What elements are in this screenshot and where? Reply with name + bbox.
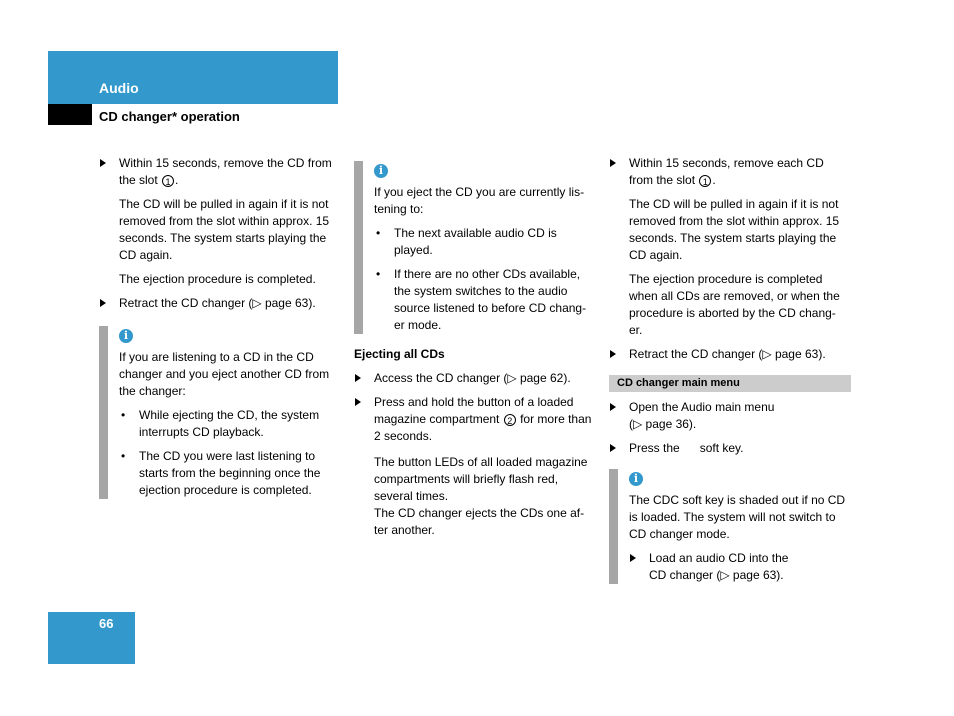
step-item: Within 15 seconds, remove the CD from the slot 1 . (99, 155, 339, 189)
arrow-icon (100, 159, 106, 167)
paragraph: The ejection procedure is completed when all CDs are removed, or when the procedure is aborted by the CD chang-er. (629, 272, 840, 337)
info-icon: i (629, 472, 643, 486)
page-number-box (48, 612, 135, 664)
info-icon: i (374, 164, 388, 178)
page-reference[interactable]: ▷ page 63 (252, 296, 309, 310)
step-item: Load an audio CD into the CD changer (▷ page 63). (629, 550, 849, 584)
info-box (609, 469, 849, 584)
list-item: • The next available audio CD is played. (374, 225, 596, 259)
list-item: • While ejecting the CD, the system interrupts CD playback. (119, 407, 339, 441)
callout-number: 1 (162, 175, 174, 187)
callout-number: 2 (504, 414, 516, 426)
column-2 (354, 155, 596, 546)
column-3 (609, 155, 849, 594)
paragraph: The CD will be pulled in again if it is not removed from the slot within approx. 15 seconds. The system starts playing the CD again. (629, 197, 840, 262)
info-icon: i (119, 329, 133, 343)
section-heading: Ejecting all CDs (354, 347, 445, 361)
page-number: 66 (99, 616, 114, 631)
section-heading: CD changer main menu (609, 375, 851, 392)
arrow-icon (355, 374, 361, 382)
step-item: Open the Audio main menu (▷ page 36). (609, 399, 849, 433)
info-bar (99, 326, 108, 499)
list-item: • If there are no other CDs available, the system switches to the audio source listened to before CD chang-er mode. (374, 266, 596, 334)
arrow-icon (355, 398, 361, 406)
arrow-icon (610, 159, 616, 167)
header-marker (48, 104, 92, 125)
step-item: Within 15 seconds, remove each CD from the slot 1 . (609, 155, 849, 189)
info-text: If you are listening to a CD in the CD changer and you eject another CD from the changer: (119, 350, 330, 398)
column-1 (99, 155, 339, 509)
info-text: The CDC soft key is shaded out if no CD is loaded. The system will not switch to CD changer mode. (629, 493, 846, 541)
header-band (48, 51, 338, 104)
paragraph: The button LEDs of all loaded magazine compartments will briefly flash red, several times. The CD changer ejects the CDs one af-ter another. (374, 455, 588, 537)
section-title: Audio (99, 80, 139, 96)
arrow-icon (610, 403, 616, 411)
step-item: Retract the CD changer (▷ page 63). (609, 346, 849, 363)
info-box (354, 161, 596, 334)
list-item: • The CD you were last listening to starts from the beginning once the ejection procedure is completed. (119, 448, 339, 499)
step-item: Access the CD changer (▷ page 62). (354, 370, 596, 387)
paragraph: The ejection procedure is completed. (119, 272, 316, 286)
step-item: Press the soft key. (609, 440, 849, 457)
info-bar (609, 469, 618, 584)
arrow-icon (610, 350, 616, 358)
paragraph: The CD will be pulled in again if it is not removed from the slot within approx. 15 seconds. The system starts playing the CD again. (119, 197, 330, 262)
subsection-title: CD changer* operation (99, 109, 240, 124)
step-item: Retract the CD changer (▷ page 63). (99, 295, 339, 312)
arrow-icon (610, 444, 616, 452)
arrow-icon (100, 299, 106, 307)
arrow-icon (630, 554, 636, 562)
step-item: Press and hold the button of a loaded magazine compartment 2 for more than 2 seconds. (354, 394, 596, 445)
info-bar (354, 161, 363, 334)
info-text: If you eject the CD you are currently lis-tening to: (374, 185, 585, 216)
callout-number: 1 (699, 175, 711, 187)
info-box (99, 326, 339, 499)
